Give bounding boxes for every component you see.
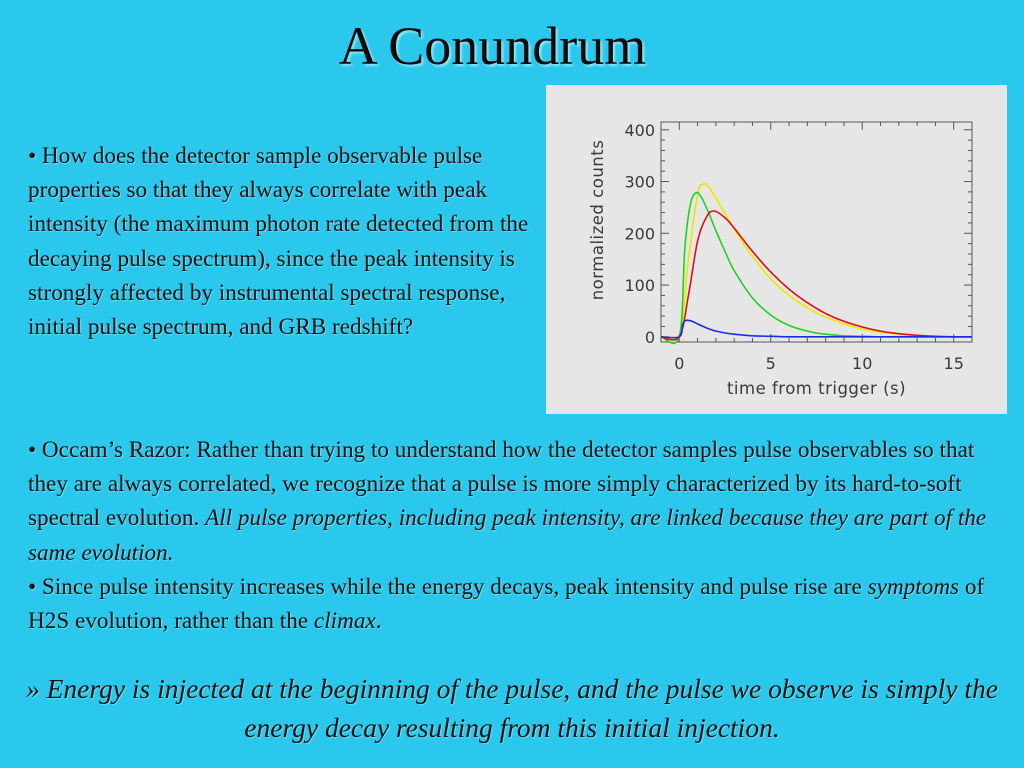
x-tick-label: 15 [943,354,964,373]
body-text [28,433,988,638]
emphasis-symptoms: symptoms [867,573,960,600]
y-tick-label: 300 [624,172,655,192]
series-line-2 [661,211,972,340]
bullet-occams-razor [28,433,988,570]
y-axis-label: normalized counts [588,139,607,301]
y-tick-label: 0 [644,327,655,347]
pulse-chart [546,85,1007,414]
bullet-detector-question [28,139,533,344]
conclusion-statement: » Energy is injected at the beginning of the pulse, and the pulse we observe is simply the energy decay resulting from this initial injection. [26,673,998,743]
emphasis-climax: climax [313,608,376,635]
bullet-text-b: of H2S evolution, rather than the [28,573,985,635]
bullet-text-a: Since pulse intensity increases while the energy decays, peak intensity and pulse rise are [36,573,868,600]
bullet-text: How does the detector sample observable pulse properties so that they always correlate with peak intensity (the maximum photon rate detected from the decaying pulse spectrum), since the peak intensity is strongly affected by instrumental spectral response, initial pulse spectrum, and GRB redshift? [28,143,529,341]
slide-title: A Conundrum [338,16,647,76]
bullet-marker: • [28,143,37,169]
bullet-marker: • [28,437,37,463]
x-tick-label: 10 [852,354,873,373]
bullet-emphasis: All pulse properties, including peak intensity, are linked because they are part of the same evolution. [28,505,987,566]
bullet-text-c: . [375,608,382,635]
y-tick-label: 100 [624,276,655,296]
bullet-symptoms [28,570,988,638]
x-tick-label: 0 [674,354,685,373]
x-tick-label: 5 [765,354,776,373]
x-axis-label: time from trigger (s) [726,379,907,398]
bullet-marker: • [28,573,37,600]
y-tick-label: 400 [624,120,655,140]
y-tick-label: 200 [624,224,655,244]
series-line-0 [661,184,972,343]
pulse-chart-svg [546,85,1007,414]
bullet-text: Occam’s Razor: Rather than trying to understand how the detector samples pulse observables so that they are always correlated, we recognize that a pulse is more simply characterized by its hard-to-soft spectral evolution. [28,437,975,532]
